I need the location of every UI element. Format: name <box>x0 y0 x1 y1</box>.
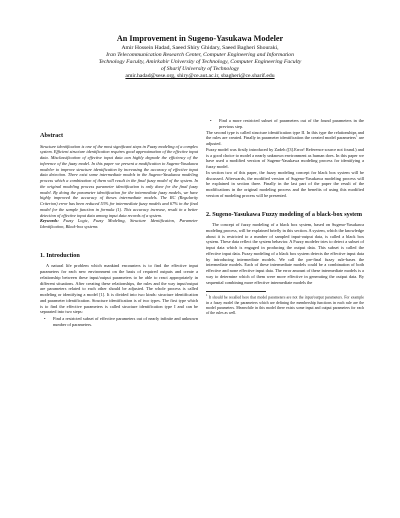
intro-paragraph-3: Fuzzy model was firstly introduced by Zadeh ([3].Error! Reference source not found.) and is a good choice to model a nearly unknown environment as human does. In this paper we have used a modified version of Sugeno-Yasukawa modeling process for identifying a fuzzy model. <box>206 146 364 169</box>
affiliation-line-1: Iran Telecommunication Research Center, Computer Engineering and Information <box>106 52 294 59</box>
left-column <box>40 120 198 328</box>
bullet-icon: • <box>210 118 212 123</box>
intro-bullet-1-text: Find a restricted subset of effective parameters out of nearly infinite and unknown number of parameters. <box>53 316 198 327</box>
keywords-line <box>40 218 198 230</box>
section-2-paragraph-1: The concept of fuzzy modeling of a black box system, based on Sugeno-Yasukawa modeling process, will be explained briefly in this section. A system, which the knowledge about it is restricted to a number of sampled input-output data, is called a black box system. These data reflect the system behavior. A Fuzzy modeler tries to detect a subset of input data which is engaged in producing the output data. This subset is called the effective input data. Fuzzy modeling of a black box system detects the effective input data by introducing intermediate models. We call the pre-final fuzzy rule-bases the intermediate models. Each of these intermediate models could be a combination of both effective and none effective input data. The error amount of these intermediate models is a way to determine which of them were more effective in generating the output data. By sequential combining more effective intermediate models the <box>206 222 364 285</box>
right-column <box>206 118 364 316</box>
keywords-text: Fuzzy Logic, Fuzzy Modeling, Structure Identification, Parameter Identification, Black-box systems <box>40 218 198 229</box>
section-2-heading: 2. Sugeno-Yasukawa Fuzzy modeling of a black-box system <box>206 210 363 218</box>
intro-paragraph-2-text: The second type is called structure identification type II. In this type the relationships and the rules are created. Finally in parameter identification the created model parameters <box>206 129 364 141</box>
author-emails[interactable]: amir.hadad@sese.org, shiry@ce.aut.ac.ir, sbagheri@ce.sharif.edu <box>125 73 275 80</box>
intro-bullet-2 <box>206 118 364 130</box>
affiliation-line-3: of Sharif University of Technology <box>160 66 240 73</box>
affiliation-line-2: Technology Faculty, Amirkabir University of Technology, Computer Engineering Faculty <box>98 59 302 66</box>
bullet-icon: • <box>44 316 46 321</box>
intro-paragraph-2-end: are adjusted. <box>206 135 364 146</box>
intro-paragraph-1: A natural life problem which mankind encounters is to find the effective input parameters for each new environment on the basis of required outputs and create a relationship between these input/output parameters to be able to react appropriately in different situations. After creating these relationships, the rules and the way input/output are parameters related to each other should be adjusted. The whole process is called modeling or identifying a model [1]. It is divided into two kinds: structure identification and parameter identification. Structure identification is of two types. The first type which is to find the effective parameters is called structure identification type I and can be separated into two steps: <box>40 263 198 315</box>
abstract-body <box>40 144 198 230</box>
keywords-label: Keywords: <box>40 218 59 224</box>
author-names: Amir Hossein Hadad, Saeed Shiry Ghidary, Saeed Bagheri Shouraki, <box>121 45 279 51</box>
footnote-divider <box>206 291 266 292</box>
paper-title: An Improvement in Sugeno-Yasukawa Modeler <box>116 34 284 43</box>
footnote-mark: 1 <box>206 293 208 298</box>
intro-bullet-1 <box>40 316 198 328</box>
abstract-text: Structure identification is one of the most significant steps in Fuzzy modeling of a complex system. Efficient structure identification requires good approximation of the effective input data. Misclassification of effective input data can highly degrade the efficiency of the inference of the fuzzy model. In this paper we present a modification to Sugeno-Yasukawa modeler to improve structure identification by increasing the accuracy of effective input data detection. There exist some intermediate models in the Sugeno-Yasukawa modeling process which a combination of them will result in the final fuzzy model of the system. In the original modeling process parameter identification is only done for the final fuzzy model. By doing the parameter identification for the intermediate fuzzy models, we have highly improved the accuracy of theses intermediate models. The RC (Regularity Criterion) error has been reduced 53% for intermediate fuzzy models and 67% in the final model for the sample function in formula (1). This accuracy increase, result in a better detection of effective input data among input data records of a system. <box>40 143 198 218</box>
footnote <box>206 295 364 316</box>
intro-paragraph-4: In section two of this paper, the fuzzy modeling concept for black box system will be discussed. Afterwards, the modified version of Sugeno-Yasukawa modeling process will be explained in section three. Finally in the last part of the paper the result of the modifications in the original modeling process and the benefits of using this modified version of modeling process will be presented. <box>206 169 364 198</box>
intro-paragraph-2 <box>206 130 364 147</box>
footnote-text: It should be recalled here that model parameters are not the input/output parameters. For example in a fuzzy model the parameters which are defining the membership functions in each rule are the model parameters. Meanwhile in this model there exists some input and output parameters for each of the rules as well. <box>206 295 364 315</box>
intro-bullet-2-text: Find a more restricted subset of parameters out of the found parameters in the previous step. <box>219 118 364 129</box>
abstract-heading: Abstract <box>40 132 64 139</box>
author-block <box>48 45 352 80</box>
footnote-ref[interactable]: 1 <box>355 133 358 138</box>
introduction-heading: 1. Introduction <box>40 251 80 259</box>
